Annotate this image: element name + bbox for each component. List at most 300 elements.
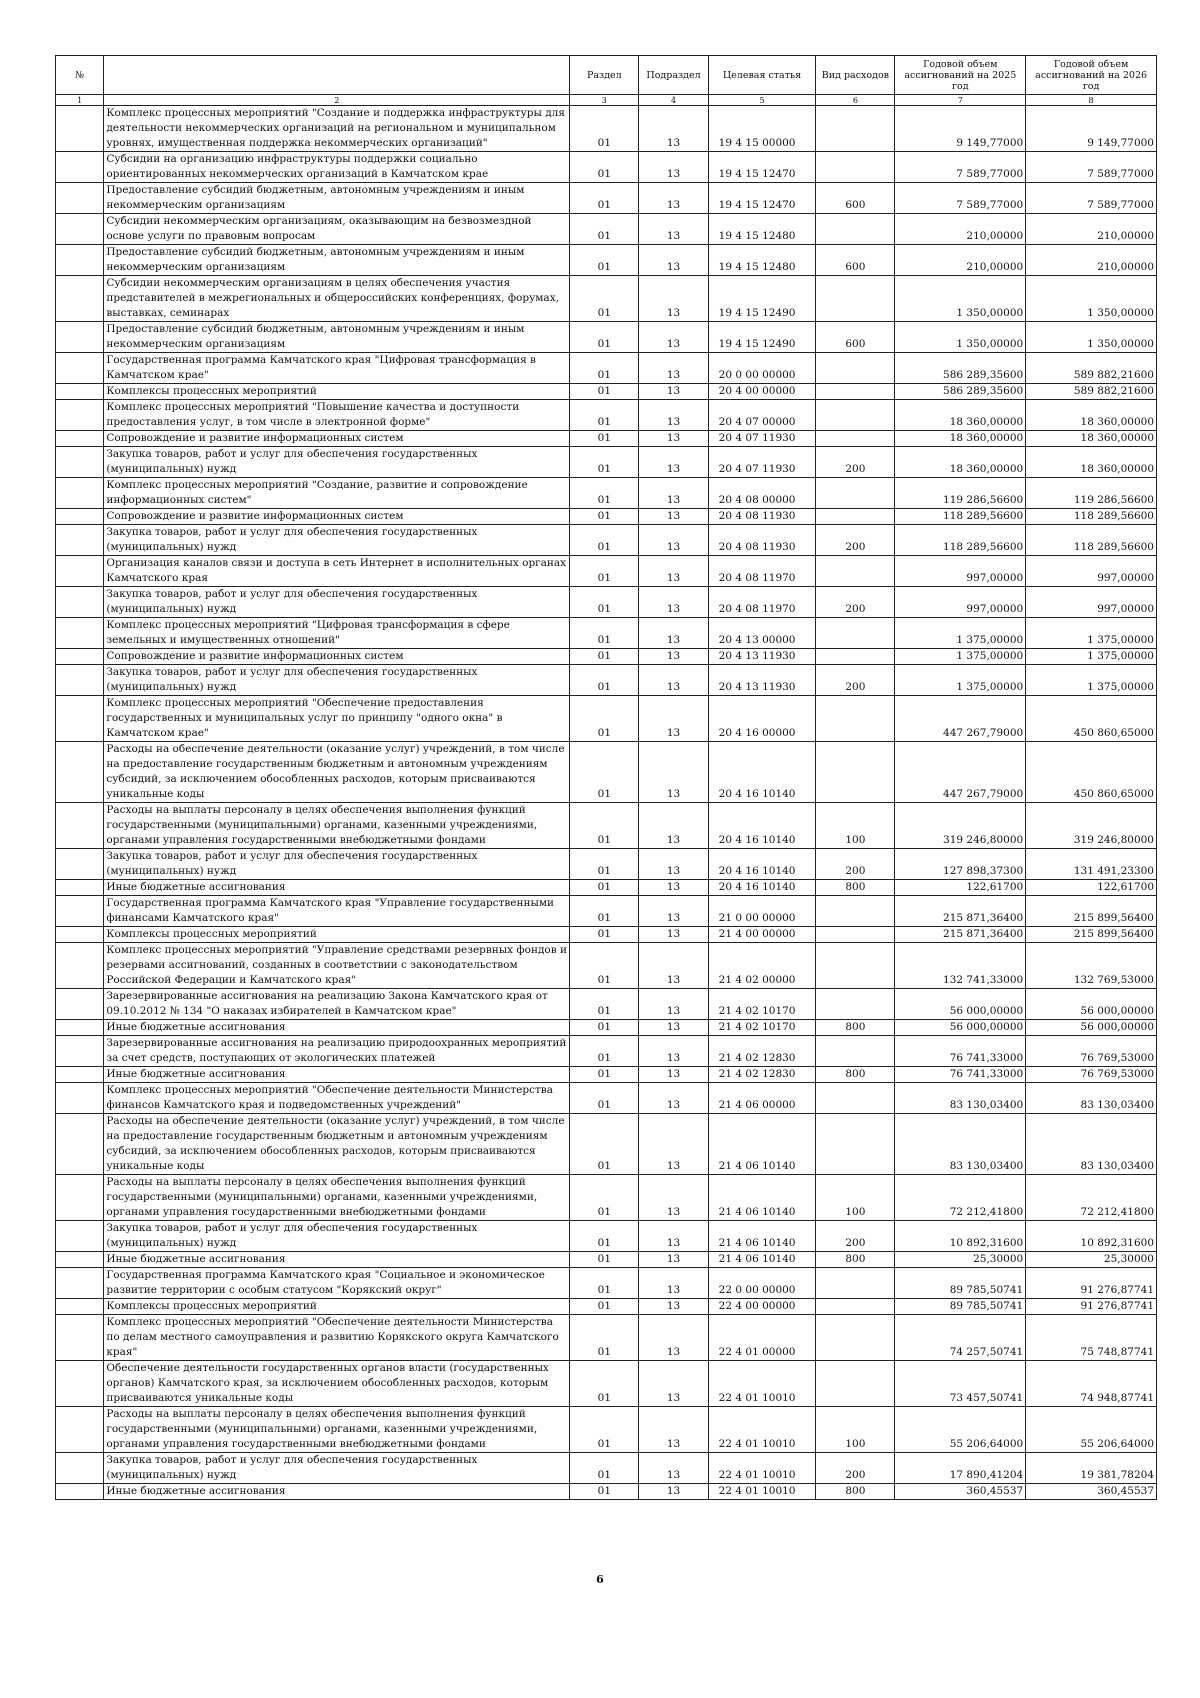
cell-number <box>56 742 104 803</box>
cell-number <box>56 1067 104 1083</box>
cell-podrazdel: 13 <box>639 431 708 447</box>
page-number: 6 <box>596 1573 604 1586</box>
cell-podrazdel: 13 <box>639 478 708 509</box>
cell-volume-2025: 18 360,00000 <box>895 447 1026 478</box>
cell-name: Комплекс процессных мероприятий "Обеспечение предоставления государственных и муниципальных услуг по принципу "одного окна" в Камчатском крае" <box>104 696 570 742</box>
cell-name: Закупка товаров, работ и услуг для обеспечения государственных (муниципальных) нужд <box>104 849 570 880</box>
cell-podrazdel: 13 <box>639 152 708 183</box>
cell-podrazdel: 13 <box>639 649 708 665</box>
cell-podrazdel: 13 <box>639 587 708 618</box>
table-row <box>56 353 1157 384</box>
cell-volume-2026: 10 892,31600 <box>1026 1221 1157 1252</box>
cell-number <box>56 1299 104 1315</box>
cell-volume-2025: 210,00000 <box>895 245 1026 276</box>
cell-podrazdel: 13 <box>639 989 708 1020</box>
cell-name: Государственная программа Камчатского края "Управление государственными финансами Камчатского края" <box>104 896 570 927</box>
cell-expense-type: 200 <box>816 849 895 880</box>
cell-volume-2025: 9 149,77000 <box>895 106 1026 152</box>
cell-target-article: 22 4 01 10010 <box>708 1407 816 1453</box>
cell-volume-2026: 18 360,00000 <box>1026 400 1157 431</box>
cell-razdel: 01 <box>570 696 639 742</box>
table-row <box>56 276 1157 322</box>
cell-expense-type <box>816 618 895 649</box>
header-target-article: Целевая статья <box>708 56 816 95</box>
cell-name: Сопровождение и развитие информационных систем <box>104 649 570 665</box>
cell-number <box>56 989 104 1020</box>
cell-razdel: 01 <box>570 106 639 152</box>
cell-volume-2026: 118 289,56600 <box>1026 509 1157 525</box>
cell-number <box>56 1484 104 1500</box>
table-row <box>56 214 1157 245</box>
cell-expense-type <box>816 431 895 447</box>
cell-target-article: 21 4 02 00000 <box>708 943 816 989</box>
cell-number <box>56 618 104 649</box>
cell-expense-type <box>816 927 895 943</box>
cell-razdel: 01 <box>570 1484 639 1500</box>
cell-number <box>56 1020 104 1036</box>
cell-volume-2026: 18 360,00000 <box>1026 447 1157 478</box>
cell-name: Предоставление субсидий бюджетным, автономным учреждениям и иным некоммерческим организациям <box>104 322 570 353</box>
cell-podrazdel: 13 <box>639 1407 708 1453</box>
cell-number <box>56 880 104 896</box>
cell-volume-2025: 1 375,00000 <box>895 618 1026 649</box>
table-row <box>56 1453 1157 1484</box>
cell-razdel: 01 <box>570 509 639 525</box>
cell-podrazdel: 13 <box>639 618 708 649</box>
cell-volume-2026: 56 000,00000 <box>1026 1020 1157 1036</box>
cell-podrazdel: 13 <box>639 943 708 989</box>
cell-razdel: 01 <box>570 896 639 927</box>
header-volume-2026: Годовой объем ассигнований на 2026 год <box>1026 56 1157 95</box>
cell-volume-2026: 215 899,56400 <box>1026 896 1157 927</box>
cell-expense-type <box>816 214 895 245</box>
table-row <box>56 509 1157 525</box>
cell-volume-2025: 1 375,00000 <box>895 649 1026 665</box>
table-row <box>56 384 1157 400</box>
cell-name: Предоставление субсидий бюджетным, автономным учреждениям и иным некоммерческим организациям <box>104 183 570 214</box>
cell-target-article: 20 4 08 00000 <box>708 478 816 509</box>
cell-volume-2025: 132 741,33000 <box>895 943 1026 989</box>
cell-target-article: 19 4 15 12470 <box>708 183 816 214</box>
cell-podrazdel: 13 <box>639 276 708 322</box>
table-row <box>56 927 1157 943</box>
cell-name: Иные бюджетные ассигнования <box>104 1020 570 1036</box>
cell-target-article: 20 4 07 00000 <box>708 400 816 431</box>
table-row <box>56 943 1157 989</box>
cell-podrazdel: 13 <box>639 400 708 431</box>
cell-expense-type: 100 <box>816 803 895 849</box>
cell-number <box>56 1036 104 1067</box>
cell-name: Государственная программа Камчатского края "Социальное и экономическое развитие территории с особым статусом "Корякский округ" <box>104 1268 570 1299</box>
cell-volume-2026: 1 375,00000 <box>1026 649 1157 665</box>
table-row <box>56 1361 1157 1407</box>
cell-razdel: 01 <box>570 431 639 447</box>
cell-name: Зарезервированные ассигнования на реализацию Закона Камчатского края от 09.10.2012 № 134 "О наказах избирателей в Камчатском крае" <box>104 989 570 1020</box>
cell-target-article: 21 4 02 10170 <box>708 1020 816 1036</box>
cell-expense-type <box>816 106 895 152</box>
col-number: 7 <box>895 95 1026 106</box>
cell-volume-2025: 360,45537 <box>895 1484 1026 1500</box>
table-row <box>56 742 1157 803</box>
cell-volume-2026: 450 860,65000 <box>1026 742 1157 803</box>
table-row <box>56 106 1157 152</box>
cell-target-article: 20 4 16 10140 <box>708 880 816 896</box>
cell-volume-2026: 210,00000 <box>1026 214 1157 245</box>
cell-volume-2025: 76 741,33000 <box>895 1067 1026 1083</box>
table-row <box>56 525 1157 556</box>
cell-volume-2025: 56 000,00000 <box>895 1020 1026 1036</box>
cell-podrazdel: 13 <box>639 1114 708 1175</box>
cell-target-article: 21 4 06 10140 <box>708 1114 816 1175</box>
cell-razdel: 01 <box>570 1020 639 1036</box>
cell-volume-2025: 18 360,00000 <box>895 431 1026 447</box>
cell-volume-2026: 9 149,77000 <box>1026 106 1157 152</box>
cell-razdel: 01 <box>570 1221 639 1252</box>
cell-expense-type <box>816 1315 895 1361</box>
table-row <box>56 1114 1157 1175</box>
cell-razdel: 01 <box>570 1067 639 1083</box>
cell-target-article: 20 4 00 00000 <box>708 384 816 400</box>
cell-name: Комплексы процессных мероприятий <box>104 384 570 400</box>
cell-podrazdel: 13 <box>639 742 708 803</box>
cell-podrazdel: 13 <box>639 1315 708 1361</box>
cell-name: Закупка товаров, работ и услуг для обеспечения государственных (муниципальных) нужд <box>104 447 570 478</box>
cell-target-article: 20 4 07 11930 <box>708 431 816 447</box>
cell-volume-2025: 89 785,50741 <box>895 1299 1026 1315</box>
cell-podrazdel: 13 <box>639 896 708 927</box>
cell-razdel: 01 <box>570 880 639 896</box>
cell-name: Иные бюджетные ассигнования <box>104 880 570 896</box>
cell-target-article: 20 4 08 11930 <box>708 509 816 525</box>
cell-razdel: 01 <box>570 1407 639 1453</box>
cell-volume-2026: 360,45537 <box>1026 1484 1157 1500</box>
cell-podrazdel: 13 <box>639 353 708 384</box>
cell-razdel: 01 <box>570 384 639 400</box>
cell-podrazdel: 13 <box>639 214 708 245</box>
cell-expense-type: 800 <box>816 1484 895 1500</box>
cell-volume-2026: 76 769,53000 <box>1026 1036 1157 1067</box>
cell-expense-type <box>816 400 895 431</box>
cell-name: Комплекс процессных мероприятий "Обеспечение деятельности Министерства по делам местного самоуправления и развитию Корякского округа Камчатского края" <box>104 1315 570 1361</box>
cell-volume-2025: 7 589,77000 <box>895 152 1026 183</box>
cell-razdel: 01 <box>570 927 639 943</box>
table-row <box>56 1252 1157 1268</box>
cell-expense-type <box>816 1299 895 1315</box>
cell-razdel: 01 <box>570 478 639 509</box>
cell-target-article: 22 4 01 00000 <box>708 1315 816 1361</box>
cell-number <box>56 400 104 431</box>
cell-razdel: 01 <box>570 353 639 384</box>
table-row <box>56 183 1157 214</box>
cell-volume-2026: 589 882,21600 <box>1026 353 1157 384</box>
cell-name: Комплекс процессных мероприятий "Обеспечение деятельности Министерства финансов Камчатского края и подведомственных учреждений" <box>104 1083 570 1114</box>
budget-table <box>55 55 1157 1500</box>
cell-volume-2025: 89 785,50741 <box>895 1268 1026 1299</box>
cell-razdel: 01 <box>570 214 639 245</box>
cell-volume-2026: 7 589,77000 <box>1026 152 1157 183</box>
cell-podrazdel: 13 <box>639 1484 708 1500</box>
cell-volume-2025: 74 257,50741 <box>895 1315 1026 1361</box>
cell-volume-2026: 76 769,53000 <box>1026 1067 1157 1083</box>
cell-name: Иные бюджетные ассигнования <box>104 1252 570 1268</box>
table-row <box>56 649 1157 665</box>
cell-podrazdel: 13 <box>639 1036 708 1067</box>
cell-target-article: 21 4 06 00000 <box>708 1083 816 1114</box>
cell-expense-type <box>816 989 895 1020</box>
header-name <box>104 56 570 95</box>
table-row <box>56 1268 1157 1299</box>
table-row <box>56 1407 1157 1453</box>
cell-name: Комплексы процессных мероприятий <box>104 1299 570 1315</box>
cell-razdel: 01 <box>570 1114 639 1175</box>
cell-target-article: 20 4 16 10140 <box>708 742 816 803</box>
cell-name: Сопровождение и развитие информационных систем <box>104 509 570 525</box>
col-number: 5 <box>708 95 816 106</box>
cell-target-article: 21 4 06 10140 <box>708 1175 816 1221</box>
cell-volume-2025: 72 212,41800 <box>895 1175 1026 1221</box>
cell-podrazdel: 13 <box>639 447 708 478</box>
cell-volume-2026: 319 246,80000 <box>1026 803 1157 849</box>
cell-volume-2026: 1 375,00000 <box>1026 618 1157 649</box>
cell-number <box>56 214 104 245</box>
cell-razdel: 01 <box>570 556 639 587</box>
cell-podrazdel: 13 <box>639 525 708 556</box>
cell-volume-2026: 56 000,00000 <box>1026 989 1157 1020</box>
cell-target-article: 21 4 00 00000 <box>708 927 816 943</box>
col-number: 6 <box>816 95 895 106</box>
cell-name: Субсидии некоммерческим организациям в целях обеспечения участия представителей в межрегиональных и общероссийских конференциях, форумах, выставках, семинарах <box>104 276 570 322</box>
cell-volume-2026: 118 289,56600 <box>1026 525 1157 556</box>
cell-target-article: 21 4 02 10170 <box>708 989 816 1020</box>
cell-volume-2025: 56 000,00000 <box>895 989 1026 1020</box>
table-row <box>56 989 1157 1020</box>
cell-number <box>56 803 104 849</box>
cell-volume-2025: 447 267,79000 <box>895 742 1026 803</box>
cell-name: Комплекс процессных мероприятий "Цифровая трансформация в сфере земельных и имущественных отношений" <box>104 618 570 649</box>
cell-name: Закупка товаров, работ и услуг для обеспечения государственных (муниципальных) нужд <box>104 665 570 696</box>
cell-volume-2025: 1 375,00000 <box>895 665 1026 696</box>
cell-expense-type <box>816 742 895 803</box>
cell-expense-type: 800 <box>816 1067 895 1083</box>
cell-expense-type: 200 <box>816 665 895 696</box>
cell-number <box>56 1252 104 1268</box>
cell-volume-2026: 55 206,64000 <box>1026 1407 1157 1453</box>
cell-expense-type <box>816 276 895 322</box>
cell-volume-2025: 25,30000 <box>895 1252 1026 1268</box>
cell-name: Субсидии на организацию инфраструктуры поддержки социально ориентированных некоммерческих организаций в Камчатском крае <box>104 152 570 183</box>
cell-podrazdel: 13 <box>639 1252 708 1268</box>
cell-volume-2025: 73 457,50741 <box>895 1361 1026 1407</box>
cell-expense-type: 800 <box>816 880 895 896</box>
cell-expense-type <box>816 384 895 400</box>
cell-name: Зарезервированные ассигнования на реализацию природоохранных мероприятий за счет средств, поступающих от экологических платежей <box>104 1036 570 1067</box>
cell-volume-2026: 91 276,87741 <box>1026 1268 1157 1299</box>
cell-volume-2025: 7 589,77000 <box>895 183 1026 214</box>
cell-target-article: 19 4 15 12490 <box>708 276 816 322</box>
cell-volume-2026: 19 381,78204 <box>1026 1453 1157 1484</box>
cell-volume-2026: 589 882,21600 <box>1026 384 1157 400</box>
cell-volume-2025: 18 360,00000 <box>895 400 1026 431</box>
cell-name: Сопровождение и развитие информационных систем <box>104 431 570 447</box>
cell-name: Расходы на обеспечение деятельности (оказание услуг) учреждений, в том числе на предоставление государственным бюджетным и автономным учреждениям субсидий, за исключением обособленных расходов, которым присваиваются уникальные коды <box>104 742 570 803</box>
table-row <box>56 849 1157 880</box>
cell-expense-type <box>816 1114 895 1175</box>
cell-target-article: 20 4 16 00000 <box>708 696 816 742</box>
table-row <box>56 1036 1157 1067</box>
cell-name: Закупка товаров, работ и услуг для обеспечения государственных (муниципальных) нужд <box>104 525 570 556</box>
cell-number <box>56 1315 104 1361</box>
cell-target-article: 21 4 02 12830 <box>708 1036 816 1067</box>
table-row <box>56 447 1157 478</box>
table-row <box>56 880 1157 896</box>
cell-podrazdel: 13 <box>639 183 708 214</box>
cell-razdel: 01 <box>570 1175 639 1221</box>
cell-name: Расходы на обеспечение деятельности (оказание услуг) учреждений, в том числе на предоставление государственным бюджетным и автономным учреждениям субсидий, за исключением обособленных расходов, которым присваиваются уникальные коды <box>104 1114 570 1175</box>
cell-razdel: 01 <box>570 1361 639 1407</box>
cell-number <box>56 927 104 943</box>
cell-volume-2025: 55 206,64000 <box>895 1407 1026 1453</box>
cell-razdel: 01 <box>570 803 639 849</box>
cell-volume-2026: 83 130,03400 <box>1026 1114 1157 1175</box>
cell-name: Комплекс процессных мероприятий "Повышение качества и доступности предоставления услуг, в том числе в электронной форме" <box>104 400 570 431</box>
cell-podrazdel: 13 <box>639 665 708 696</box>
cell-volume-2025: 10 892,31600 <box>895 1221 1026 1252</box>
cell-number <box>56 649 104 665</box>
cell-volume-2026: 1 350,00000 <box>1026 276 1157 322</box>
table-row <box>56 1299 1157 1315</box>
cell-target-article: 19 4 15 12480 <box>708 245 816 276</box>
cell-target-article: 20 4 07 11930 <box>708 447 816 478</box>
cell-target-article: 20 4 13 11930 <box>708 665 816 696</box>
cell-number <box>56 1407 104 1453</box>
cell-volume-2025: 215 871,36400 <box>895 927 1026 943</box>
cell-podrazdel: 13 <box>639 1020 708 1036</box>
cell-name: Закупка товаров, работ и услуг для обеспечения государственных (муниципальных) нужд <box>104 587 570 618</box>
cell-number <box>56 276 104 322</box>
cell-podrazdel: 13 <box>639 696 708 742</box>
cell-podrazdel: 13 <box>639 1175 708 1221</box>
table-row <box>56 322 1157 353</box>
cell-target-article: 21 4 06 10140 <box>708 1252 816 1268</box>
header-expense-type: Вид расходов <box>816 56 895 95</box>
table-row <box>56 696 1157 742</box>
table-row <box>56 665 1157 696</box>
col-number: 8 <box>1026 95 1157 106</box>
cell-target-article: 20 4 13 00000 <box>708 618 816 649</box>
cell-razdel: 01 <box>570 152 639 183</box>
cell-target-article: 20 4 16 10140 <box>708 803 816 849</box>
cell-razdel: 01 <box>570 1299 639 1315</box>
cell-volume-2025: 118 289,56600 <box>895 525 1026 556</box>
cell-name: Организация каналов связи и доступа в сеть Интернет в исполнительных органах Камчатского края <box>104 556 570 587</box>
cell-name: Иные бюджетные ассигнования <box>104 1067 570 1083</box>
table-row <box>56 1083 1157 1114</box>
cell-name: Комплекс процессных мероприятий "Управление средствами резервных фондов и резервами ассигнований, созданных в соответствии с законодательством Российской Федерации и Камчатского края" <box>104 943 570 989</box>
cell-number <box>56 1114 104 1175</box>
cell-expense-type <box>816 1036 895 1067</box>
cell-number <box>56 849 104 880</box>
cell-expense-type <box>816 696 895 742</box>
cell-number <box>56 509 104 525</box>
cell-number <box>56 556 104 587</box>
cell-volume-2026: 1 350,00000 <box>1026 322 1157 353</box>
cell-target-article: 20 4 08 11970 <box>708 556 816 587</box>
cell-number <box>56 384 104 400</box>
cell-target-article: 19 4 15 12470 <box>708 152 816 183</box>
cell-podrazdel: 13 <box>639 106 708 152</box>
cell-target-article: 20 0 00 00000 <box>708 353 816 384</box>
cell-razdel: 01 <box>570 447 639 478</box>
cell-volume-2025: 997,00000 <box>895 556 1026 587</box>
cell-target-article: 20 4 16 10140 <box>708 849 816 880</box>
cell-volume-2025: 447 267,79000 <box>895 696 1026 742</box>
cell-target-article: 20 4 13 11930 <box>708 649 816 665</box>
cell-podrazdel: 13 <box>639 927 708 943</box>
cell-volume-2026: 1 375,00000 <box>1026 665 1157 696</box>
cell-name: Комплексы процессных мероприятий <box>104 927 570 943</box>
cell-volume-2025: 319 246,80000 <box>895 803 1026 849</box>
cell-name: Закупка товаров, работ и услуг для обеспечения государственных (муниципальных) нужд <box>104 1453 570 1484</box>
table-row <box>56 152 1157 183</box>
table-row <box>56 400 1157 431</box>
cell-volume-2026: 119 286,56600 <box>1026 478 1157 509</box>
table-row <box>56 1067 1157 1083</box>
cell-podrazdel: 13 <box>639 509 708 525</box>
cell-expense-type: 200 <box>816 1453 895 1484</box>
cell-podrazdel: 13 <box>639 880 708 896</box>
cell-target-article: 21 0 00 00000 <box>708 896 816 927</box>
cell-expense-type <box>816 1268 895 1299</box>
cell-target-article: 20 4 08 11970 <box>708 587 816 618</box>
col-number: 3 <box>570 95 639 106</box>
cell-podrazdel: 13 <box>639 384 708 400</box>
cell-expense-type: 200 <box>816 447 895 478</box>
cell-volume-2025: 122,61700 <box>895 880 1026 896</box>
cell-volume-2025: 17 890,41204 <box>895 1453 1026 1484</box>
cell-expense-type: 100 <box>816 1175 895 1221</box>
cell-volume-2025: 83 130,03400 <box>895 1114 1026 1175</box>
cell-volume-2026: 997,00000 <box>1026 556 1157 587</box>
col-number: 1 <box>56 95 104 106</box>
cell-razdel: 01 <box>570 943 639 989</box>
col-number: 4 <box>639 95 708 106</box>
cell-number <box>56 1221 104 1252</box>
cell-target-article: 21 4 06 10140 <box>708 1221 816 1252</box>
cell-name: Субсидии некоммерческим организациям, оказывающим на безвозмездной основе услуги по правовым вопросам <box>104 214 570 245</box>
cell-number <box>56 1175 104 1221</box>
cell-target-article: 19 4 15 12490 <box>708 322 816 353</box>
cell-number <box>56 183 104 214</box>
cell-volume-2025: 127 898,37300 <box>895 849 1026 880</box>
cell-number <box>56 587 104 618</box>
cell-name: Обеспечение деятельности государственных органов власти (государственных органов) Камчатского края, за исключением обособленных расходов, которым присваиваются уникальные коды <box>104 1361 570 1407</box>
table-row <box>56 1315 1157 1361</box>
cell-razdel: 01 <box>570 1036 639 1067</box>
cell-name: Иные бюджетные ассигнования <box>104 1484 570 1500</box>
cell-number <box>56 943 104 989</box>
cell-expense-type: 100 <box>816 1407 895 1453</box>
cell-number <box>56 1361 104 1407</box>
cell-name: Предоставление субсидий бюджетным, автономным учреждениям и иным некоммерческим организациям <box>104 245 570 276</box>
cell-number <box>56 1268 104 1299</box>
cell-expense-type <box>816 556 895 587</box>
cell-name: Расходы на выплаты персоналу в целях обеспечения выполнения функций государственными (муниципальными) органами, казенными учреждениями, органами управления государственными внебюджетными фондами <box>104 803 570 849</box>
cell-volume-2026: 72 212,41800 <box>1026 1175 1157 1221</box>
cell-name: Комплекс процессных мероприятий "Создание, развитие и сопровождение информационных систем" <box>104 478 570 509</box>
table-row <box>56 245 1157 276</box>
cell-podrazdel: 13 <box>639 1083 708 1114</box>
cell-volume-2026: 122,61700 <box>1026 880 1157 896</box>
